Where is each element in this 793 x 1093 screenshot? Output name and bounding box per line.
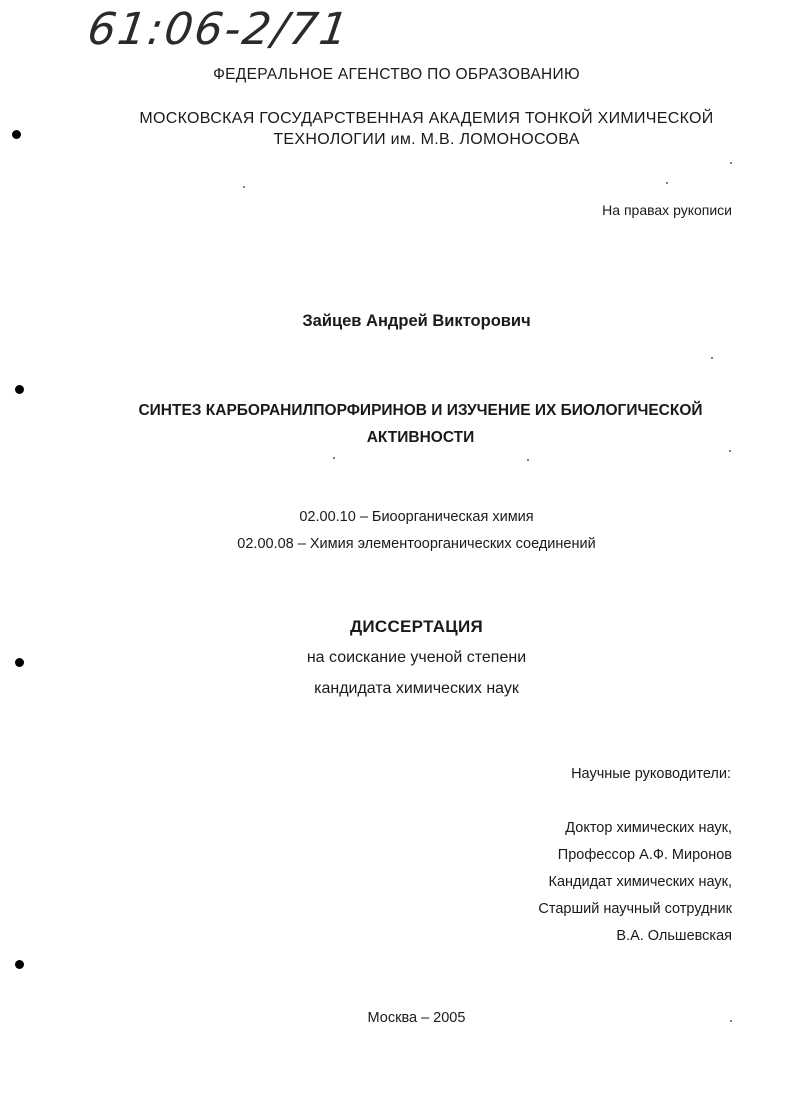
punch-hole — [12, 130, 21, 139]
scan-speck — [333, 457, 335, 459]
supervisor-line: Профессор А.Ф. Миронов — [557, 847, 732, 863]
academy-name — [30, 108, 793, 150]
supervisor-line: В.А. Ольшевская — [616, 928, 732, 944]
scan-speck — [711, 357, 713, 359]
supervisor-line: Старший научный сотрудник — [538, 901, 732, 917]
supervisors-label: Научные руководители: — [571, 766, 731, 782]
author-name: Зайцев Андрей Викторович — [302, 312, 531, 330]
dissertation-title-line-1: СИНТЕЗ КАРБОРАНИЛПОРФИРИНОВ И ИЗУЧЕНИЕ ИХ БИОЛОГИЧЕСКОЙ — [138, 402, 703, 419]
document-type: ДИССЕРТАЦИЯ — [349, 617, 484, 636]
agency-name: ФЕДЕРАЛЬНОЕ АГЕНСТВО ПО ОБРАЗОВАНИЮ — [213, 66, 580, 83]
punch-hole — [15, 385, 24, 394]
scan-speck — [243, 186, 245, 188]
scan-speck — [666, 182, 668, 184]
specialty-code-1: 02.00.10 – Биоорганическая химия — [299, 509, 534, 525]
supervisor-line: Кандидат химических наук, — [548, 874, 732, 890]
handwritten-archive-number: 61:06-2/71 — [84, 4, 354, 55]
academy-name-line-2: ТЕХНОЛОГИИ им. М.В. ЛОМОНОСОВА — [273, 131, 580, 148]
degree-line-1: на соискание ученой степени — [306, 649, 527, 666]
dissertation-title — [24, 397, 793, 451]
academy-name-line-1: МОСКОВСКАЯ ГОСУДАРСТВЕННАЯ АКАДЕМИЯ ТОНКОЙ ХИМИЧЕСКОЙ — [139, 110, 714, 127]
dissertation-title-line-2: АКТИВНОСТИ — [366, 429, 475, 446]
degree-line-2: кандидата химических наук — [314, 680, 519, 697]
specialty-code-2: 02.00.08 – Химия элементоорганических соединений — [237, 536, 596, 552]
scan-speck — [527, 459, 529, 461]
city-year: Москва – 2005 — [367, 1010, 466, 1026]
scan-speck — [730, 162, 732, 164]
supervisor-line: Доктор химических наук, — [565, 820, 732, 836]
manuscript-rights: На правах рукописи — [602, 202, 732, 218]
punch-hole — [15, 960, 24, 969]
